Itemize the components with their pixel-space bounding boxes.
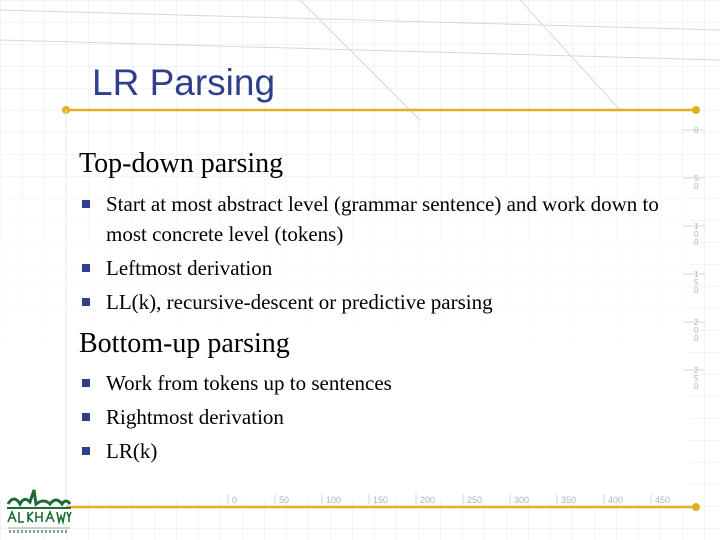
ruler-tick-label: 5 <box>694 374 699 383</box>
bullet-list-top-down <box>79 189 679 321</box>
ruler-tick-label: 1 <box>694 222 699 231</box>
bullet-text: Work from tokens up to sentences <box>106 371 392 395</box>
ruler-tick-label: 100 <box>326 495 342 505</box>
list-item <box>79 287 679 317</box>
ruler-tick-label: 150 <box>373 495 389 505</box>
ruler-tick-label: 1 <box>694 270 699 279</box>
list-item <box>79 436 679 466</box>
bullet-list-bottom-up <box>79 368 679 470</box>
ruler-tick-label: 0 <box>232 495 238 505</box>
slide-title: LR Parsing <box>92 62 276 103</box>
ruler-tick-label: 0 <box>694 286 699 295</box>
ruler-tick-label: 350 <box>561 495 577 505</box>
square-bullet-icon <box>82 200 90 208</box>
ruler-tick-label: 0 <box>694 182 699 191</box>
list-item <box>79 402 679 432</box>
square-bullet-icon <box>82 447 90 455</box>
ruler-tick-label: 0 <box>694 126 699 135</box>
ruler-tick-label: 0 <box>694 382 699 391</box>
list-item <box>79 368 679 398</box>
square-bullet-icon <box>82 264 90 272</box>
bullet-text: LR(k) <box>106 439 158 463</box>
ruler-tick-label: 5 <box>694 278 699 287</box>
square-bullet-icon <box>82 379 90 387</box>
square-bullet-icon <box>82 413 90 421</box>
ruler-tick-label: 0 <box>694 238 699 247</box>
ruler-tick-label: 200 <box>420 495 436 505</box>
list-item <box>79 189 679 249</box>
ruler-tick-label: 400 <box>608 495 624 505</box>
bullet-text: Start at most abstract level (grammar sentence) and work down to most concrete level (tokens) <box>106 192 659 246</box>
bullet-text: LL(k), recursive-descent or predictive parsing <box>106 290 493 314</box>
university-logo-icon <box>4 486 74 534</box>
ruler-tick-label: 5 <box>694 174 699 183</box>
ruler-tick-label: 0 <box>694 334 699 343</box>
ruler-tick-label: 300 <box>514 495 530 505</box>
bullet-text: Leftmost derivation <box>106 256 273 280</box>
ruler-tick-label: 0 <box>694 326 699 335</box>
ruler-tick-label: 2 <box>694 366 699 375</box>
ruler-tick-label: 450 <box>655 495 671 505</box>
ruler-tick-label: 2 <box>694 318 699 327</box>
section-heading-top-down: Top-down parsing <box>79 148 284 179</box>
bullet-text: Rightmost derivation <box>106 405 284 429</box>
ruler-tick-label: 0 <box>694 230 699 239</box>
square-bullet-icon <box>82 298 90 306</box>
ruler-tick-label: 250 <box>467 495 483 505</box>
section-heading-bottom-up: Bottom-up parsing <box>79 328 290 359</box>
list-item <box>79 253 679 283</box>
ruler-tick-label: 50 <box>279 495 290 505</box>
